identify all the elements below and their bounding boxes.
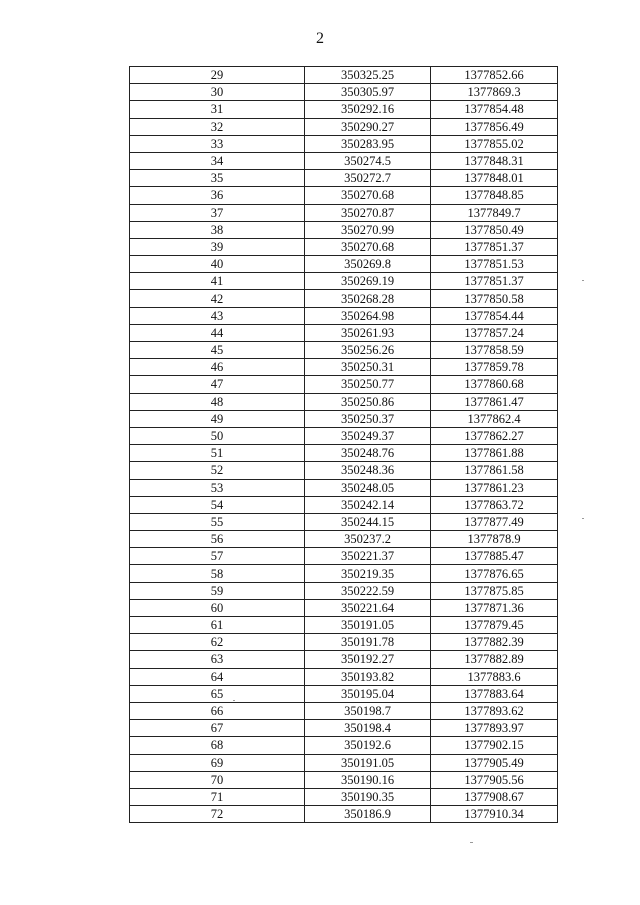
point-number-cell: 67 (130, 720, 305, 737)
y-coordinate-cell: 1377855.02 (431, 135, 558, 152)
x-coordinate-cell: 350190.16 (305, 771, 431, 788)
x-coordinate-cell: 350290.27 (305, 118, 431, 135)
point-number-cell: 35 (130, 170, 305, 187)
point-number-cell: 51 (130, 445, 305, 462)
y-coordinate-cell: 1377869.3 (431, 84, 558, 101)
y-coordinate-cell: 1377882.89 (431, 651, 558, 668)
y-coordinate-cell: 1377875.85 (431, 582, 558, 599)
x-coordinate-cell: 350244.15 (305, 513, 431, 530)
y-coordinate-cell: 1377885.47 (431, 548, 558, 565)
y-coordinate-cell: 1377851.53 (431, 256, 558, 273)
table-row (130, 513, 558, 530)
point-number-cell: 44 (130, 324, 305, 341)
y-coordinate-cell: 1377857.24 (431, 324, 558, 341)
table-row (130, 720, 558, 737)
y-coordinate-cell: 1377850.49 (431, 221, 558, 238)
x-coordinate-cell: 350193.82 (305, 668, 431, 685)
y-coordinate-cell: 1377863.72 (431, 496, 558, 513)
x-coordinate-cell: 350198.4 (305, 720, 431, 737)
table-row (130, 565, 558, 582)
table-row (130, 256, 558, 273)
table-row (130, 359, 558, 376)
y-coordinate-cell: 1377848.85 (431, 187, 558, 204)
y-coordinate-cell: 1377854.48 (431, 101, 558, 118)
point-number-cell: 37 (130, 204, 305, 221)
x-coordinate-cell: 350274.5 (305, 152, 431, 169)
x-coordinate-cell: 350248.76 (305, 445, 431, 462)
scan-speck (582, 280, 584, 281)
point-number-cell: 71 (130, 788, 305, 805)
table-row (130, 118, 558, 135)
y-coordinate-cell: 1377893.62 (431, 702, 558, 719)
y-coordinate-cell: 1377848.31 (431, 152, 558, 169)
y-coordinate-cell: 1377851.37 (431, 238, 558, 255)
x-coordinate-cell: 350272.7 (305, 170, 431, 187)
point-number-cell: 39 (130, 238, 305, 255)
x-coordinate-cell: 350186.9 (305, 806, 431, 823)
x-coordinate-cell: 350190.35 (305, 788, 431, 805)
x-coordinate-cell: 350248.05 (305, 479, 431, 496)
x-coordinate-cell: 350270.68 (305, 187, 431, 204)
x-coordinate-cell: 350195.04 (305, 685, 431, 702)
table-row (130, 445, 558, 462)
point-number-cell: 56 (130, 531, 305, 548)
page-number: 2 (316, 30, 324, 47)
y-coordinate-cell: 1377858.59 (431, 342, 558, 359)
point-number-cell: 62 (130, 634, 305, 651)
table-row (130, 651, 558, 668)
x-coordinate-cell: 350283.95 (305, 135, 431, 152)
y-coordinate-cell: 1377848.01 (431, 170, 558, 187)
point-number-cell: 57 (130, 548, 305, 565)
point-number-cell: 45 (130, 342, 305, 359)
table-row (130, 221, 558, 238)
point-number-cell: 65 (130, 685, 305, 702)
x-coordinate-cell: 350256.26 (305, 342, 431, 359)
table-row (130, 737, 558, 754)
y-coordinate-cell: 1377910.34 (431, 806, 558, 823)
point-number-cell: 34 (130, 152, 305, 169)
y-coordinate-cell: 1377871.36 (431, 599, 558, 616)
x-coordinate-cell: 350198.7 (305, 702, 431, 719)
x-coordinate-cell: 350264.98 (305, 307, 431, 324)
coordinates-table (129, 66, 558, 823)
point-number-cell: 46 (130, 359, 305, 376)
point-number-cell: 33 (130, 135, 305, 152)
x-coordinate-cell: 350221.37 (305, 548, 431, 565)
table-row (130, 273, 558, 290)
table-row (130, 307, 558, 324)
point-number-cell: 38 (130, 221, 305, 238)
point-number-cell: 64 (130, 668, 305, 685)
point-number-cell: 30 (130, 84, 305, 101)
table-row (130, 634, 558, 651)
point-number-cell: 60 (130, 599, 305, 616)
table-row (130, 410, 558, 427)
point-number-cell: 61 (130, 617, 305, 634)
x-coordinate-cell: 350325.25 (305, 67, 431, 84)
y-coordinate-cell: 1377856.49 (431, 118, 558, 135)
x-coordinate-cell: 350305.97 (305, 84, 431, 101)
scan-speck (582, 518, 584, 519)
y-coordinate-cell: 1377905.56 (431, 771, 558, 788)
table-row (130, 582, 558, 599)
point-number-cell: 48 (130, 393, 305, 410)
y-coordinate-cell: 1377861.23 (431, 479, 558, 496)
x-coordinate-cell: 350192.6 (305, 737, 431, 754)
table-row (130, 685, 558, 702)
point-number-cell: 72 (130, 806, 305, 823)
x-coordinate-cell: 350249.37 (305, 427, 431, 444)
x-coordinate-cell: 350261.93 (305, 324, 431, 341)
table-row (130, 170, 558, 187)
table-row (130, 702, 558, 719)
y-coordinate-cell: 1377849.7 (431, 204, 558, 221)
y-coordinate-cell: 1377852.66 (431, 67, 558, 84)
table-row (130, 238, 558, 255)
table-row (130, 101, 558, 118)
table-row (130, 462, 558, 479)
table-row (130, 204, 558, 221)
x-coordinate-cell: 350250.31 (305, 359, 431, 376)
point-number-cell: 40 (130, 256, 305, 273)
x-coordinate-cell: 350268.28 (305, 290, 431, 307)
x-coordinate-cell: 350248.36 (305, 462, 431, 479)
x-coordinate-cell: 350242.14 (305, 496, 431, 513)
table-row (130, 788, 558, 805)
y-coordinate-cell: 1377861.88 (431, 445, 558, 462)
table-row (130, 668, 558, 685)
y-coordinate-cell: 1377851.37 (431, 273, 558, 290)
point-number-cell: 63 (130, 651, 305, 668)
y-coordinate-cell: 1377877.49 (431, 513, 558, 530)
point-number-cell: 68 (130, 737, 305, 754)
x-coordinate-cell: 350221.64 (305, 599, 431, 616)
point-number-cell: 54 (130, 496, 305, 513)
point-number-cell: 66 (130, 702, 305, 719)
y-coordinate-cell: 1377908.67 (431, 788, 558, 805)
point-number-cell: 59 (130, 582, 305, 599)
table-row (130, 84, 558, 101)
point-number-cell: 36 (130, 187, 305, 204)
x-coordinate-cell: 350270.68 (305, 238, 431, 255)
y-coordinate-cell: 1377893.97 (431, 720, 558, 737)
y-coordinate-cell: 1377860.68 (431, 376, 558, 393)
table-row (130, 427, 558, 444)
point-number-cell: 32 (130, 118, 305, 135)
y-coordinate-cell: 1377882.39 (431, 634, 558, 651)
point-number-cell: 69 (130, 754, 305, 771)
x-coordinate-cell: 350191.05 (305, 617, 431, 634)
table-row (130, 67, 558, 84)
y-coordinate-cell: 1377876.65 (431, 565, 558, 582)
point-number-cell: 31 (130, 101, 305, 118)
table-row (130, 617, 558, 634)
x-coordinate-cell: 350237.2 (305, 531, 431, 548)
x-coordinate-cell: 350269.19 (305, 273, 431, 290)
y-coordinate-cell: 1377862.4 (431, 410, 558, 427)
y-coordinate-cell: 1377850.58 (431, 290, 558, 307)
x-coordinate-cell: 350250.77 (305, 376, 431, 393)
x-coordinate-cell: 350219.35 (305, 565, 431, 582)
y-coordinate-cell: 1377861.47 (431, 393, 558, 410)
point-number-cell: 42 (130, 290, 305, 307)
point-number-cell: 53 (130, 479, 305, 496)
point-number-cell: 47 (130, 376, 305, 393)
x-coordinate-cell: 350191.05 (305, 754, 431, 771)
y-coordinate-cell: 1377878.9 (431, 531, 558, 548)
y-coordinate-cell: 1377883.64 (431, 685, 558, 702)
x-coordinate-cell: 350270.99 (305, 221, 431, 238)
x-coordinate-cell: 350292.16 (305, 101, 431, 118)
point-number-cell: 43 (130, 307, 305, 324)
x-coordinate-cell: 350222.59 (305, 582, 431, 599)
table-row (130, 324, 558, 341)
y-coordinate-cell: 1377902.15 (431, 737, 558, 754)
y-coordinate-cell: 1377905.49 (431, 754, 558, 771)
table-row (130, 806, 558, 823)
y-coordinate-cell: 1377859.78 (431, 359, 558, 376)
point-number-cell: 58 (130, 565, 305, 582)
y-coordinate-cell: 1377883.6 (431, 668, 558, 685)
table-row (130, 771, 558, 788)
y-coordinate-cell: 1377879.45 (431, 617, 558, 634)
table-row (130, 479, 558, 496)
table-row (130, 531, 558, 548)
x-coordinate-cell: 350250.86 (305, 393, 431, 410)
y-coordinate-cell: 1377854.44 (431, 307, 558, 324)
coordinates-table-body (130, 67, 558, 823)
point-number-cell: 50 (130, 427, 305, 444)
scan-speck (233, 700, 235, 701)
point-number-cell: 29 (130, 67, 305, 84)
point-number-cell: 52 (130, 462, 305, 479)
table-row (130, 342, 558, 359)
y-coordinate-cell: 1377862.27 (431, 427, 558, 444)
table-row (130, 496, 558, 513)
table-row (130, 135, 558, 152)
x-coordinate-cell: 350192.27 (305, 651, 431, 668)
table-row (130, 376, 558, 393)
table-row (130, 754, 558, 771)
point-number-cell: 55 (130, 513, 305, 530)
x-coordinate-cell: 350250.37 (305, 410, 431, 427)
table-row (130, 187, 558, 204)
point-number-cell: 41 (130, 273, 305, 290)
scan-speck (470, 842, 473, 843)
table-row (130, 548, 558, 565)
table-row (130, 599, 558, 616)
table-row (130, 152, 558, 169)
x-coordinate-cell: 350191.78 (305, 634, 431, 651)
y-coordinate-cell: 1377861.58 (431, 462, 558, 479)
table-row (130, 290, 558, 307)
x-coordinate-cell: 350269.8 (305, 256, 431, 273)
table-row (130, 393, 558, 410)
point-number-cell: 49 (130, 410, 305, 427)
x-coordinate-cell: 350270.87 (305, 204, 431, 221)
point-number-cell: 70 (130, 771, 305, 788)
